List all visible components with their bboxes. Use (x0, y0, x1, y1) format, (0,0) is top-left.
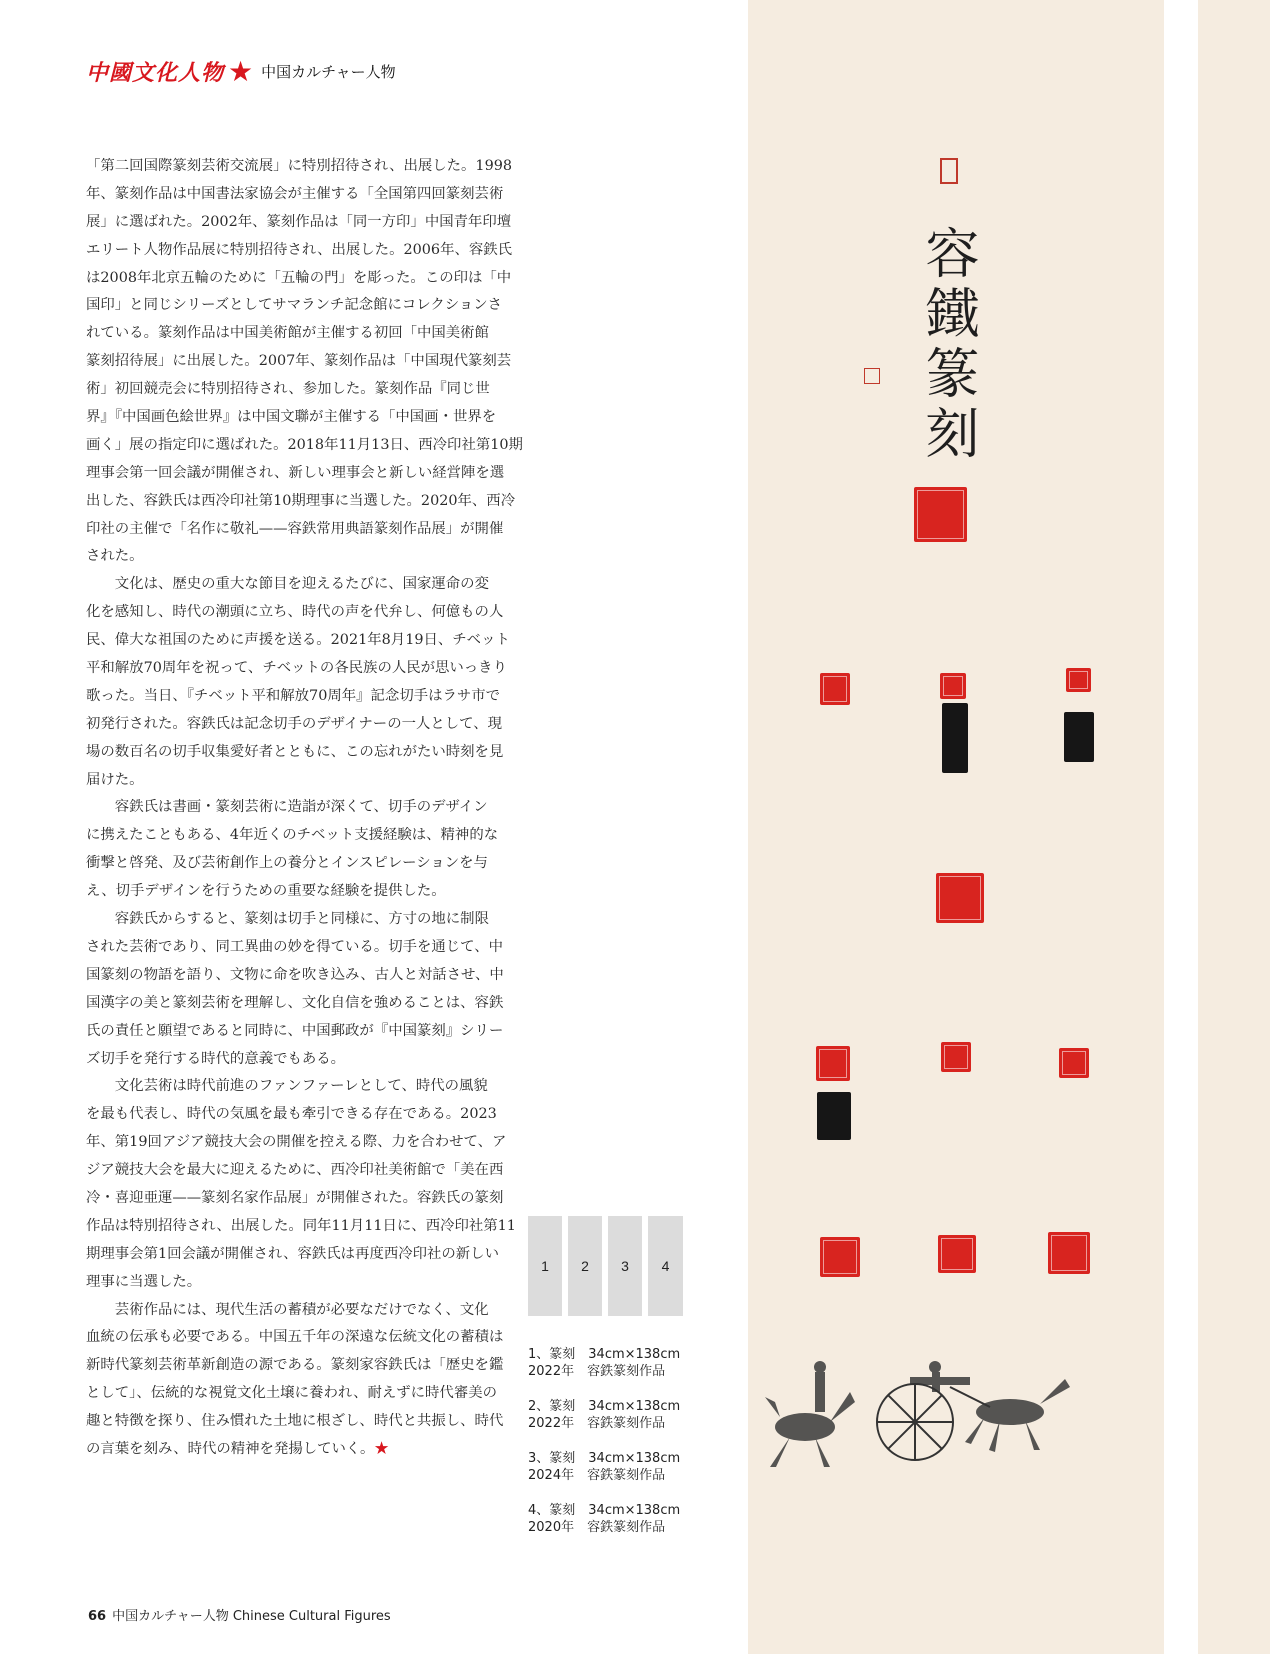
seal-side-inscription (1064, 712, 1094, 762)
text-line (86, 320, 489, 348)
text-line (86, 683, 501, 711)
text-line (86, 376, 490, 404)
text-line-content: ジア競技大会を最大に迎えるために、西冷印社美術館で「美在西 (86, 1162, 504, 1179)
seal-stamp (820, 673, 850, 705)
text-line (86, 962, 504, 990)
figure-index (528, 1216, 683, 1316)
text-line (86, 1297, 489, 1325)
text-line (86, 990, 504, 1018)
calligraphy-seal (940, 158, 958, 184)
star-icon: ★ (228, 54, 254, 88)
text-line (86, 292, 503, 320)
text-line (86, 1157, 504, 1185)
text-line-content: された。 (86, 548, 144, 565)
text-line (86, 516, 504, 544)
artwork-panel (748, 0, 1164, 1654)
seal-side-inscription (817, 1092, 851, 1140)
text-line-content: 文化芸術は時代前進のファンファーレとして、時代の風貌 (114, 1078, 488, 1095)
text-line (86, 404, 497, 432)
figure-thumb: 3 (608, 1216, 642, 1316)
text-line (86, 794, 488, 822)
seal-stamp (936, 873, 984, 923)
text-line-content: 容鉄氏は書画・篆刻芸術に造詣が深くて、切手のデザイン (114, 799, 488, 816)
text-line-content: 新時代篆刻芸術革新創造の源である。篆刻家容鉄氏は「歴史を鑑 (86, 1357, 504, 1374)
text-line (86, 237, 513, 265)
text-line-content: に携えたこともある、4年近くのチベット支援経験は、精神的な (86, 827, 499, 844)
text-line-content: 初発行された。容鉄氏は記念切手のデザイナーの一人として、現 (86, 715, 503, 732)
text-line-content: 血統の伝承も必要である。中国五千年の深遠な伝統文化の蓄積は (86, 1329, 504, 1346)
text-line-content: 篆刻招待展」に出展した。2007年、篆刻作品は「中国現代篆刻芸 (86, 353, 512, 370)
text-line (86, 850, 488, 878)
text-line (86, 1324, 504, 1352)
text-line-content: 術」初回競売会に特別招待され、参加した。篆刻作品『同じ世 (86, 381, 490, 398)
text-line (86, 1269, 469, 1297)
seal-stamp (938, 1235, 976, 1273)
text-line (86, 265, 512, 293)
text-line (86, 460, 505, 488)
figure-thumb: 1 (528, 1216, 562, 1316)
text-line (86, 767, 469, 795)
figure-thumb: 2 (568, 1216, 602, 1316)
text-line-content: 年、篆刻作品は中国書法家協会が主催する「全国第四回篆刻芸術 (86, 185, 504, 202)
text-line-content: 国漢字の美と篆刻芸術を理解し、文化自信を強めることは、容鉄 (86, 994, 504, 1011)
seal-stamp (816, 1046, 850, 1081)
seal-side-inscription (942, 703, 968, 773)
text-line-content: の言葉を刻み、時代の精神を発揚していく。 (86, 1440, 375, 1457)
calligraphy-seal (864, 368, 880, 384)
text-line (86, 209, 512, 237)
text-line-content: 年、第19回アジア競技大会の開催を控える際、力を合わせて、ア (86, 1134, 507, 1151)
text-line (86, 906, 489, 934)
text-line (86, 488, 516, 516)
end-star-icon: ★ (374, 1440, 389, 1457)
text-line (86, 1241, 499, 1269)
text-line (86, 1185, 504, 1213)
seal-stamp (820, 1237, 860, 1277)
article-body (86, 153, 523, 1464)
text-line-content: 芸術作品には、現代生活の蓄積が必要なだけでなく、文化 (114, 1301, 489, 1318)
text-line-content: された芸術であり、同工異曲の妙を得ている。切手を通じて、中 (86, 938, 504, 955)
text-line-content: 界』『中国画色絵世界』は中国文聯が主催する「中国画・世界を (86, 409, 497, 426)
seal-stamp (1066, 668, 1091, 692)
text-line (86, 1352, 504, 1380)
text-line-content: は2008年北京五輪のために「五輪の門」を彫った。この印は「中 (86, 269, 512, 286)
text-line-content: 容鉄氏からすると、篆刻は切手と同様に、方寸の地に制限 (114, 911, 489, 928)
text-line-content: 理事会第一回会議が開催され、新しい理事会と新しい経営陣を選 (86, 464, 505, 481)
text-line-content: 氏の責任と願望であると同時に、中国郵政が『中国篆刻』シリー (86, 1022, 504, 1039)
text-line-content: 届けた。 (86, 771, 144, 788)
figure-captions (528, 1346, 680, 1554)
text-line (86, 1073, 488, 1101)
calligraphy-artwork: 容鐵篆刻 (917, 225, 980, 465)
text-line-content: ズ切手を発行する時代的意義でもある。 (86, 1050, 346, 1067)
section-header (86, 56, 396, 87)
text-line (86, 1213, 516, 1241)
text-line (86, 655, 507, 683)
text-line (86, 822, 499, 850)
text-line-content: として」、伝統的な視覚文化土壌に養われ、耐えずに時代審美の (86, 1385, 497, 1402)
text-line-content: れている。篆刻作品は中国美術館が主催する初回「中国美術館 (86, 325, 489, 342)
text-line-content: 文化は、歴史の重大な節目を迎えるたびに、国家運命の変 (114, 576, 489, 593)
seal-stamp (1059, 1048, 1089, 1078)
text-line (86, 543, 469, 571)
text-line (86, 571, 489, 599)
seal-stamp (914, 487, 967, 542)
text-line (86, 627, 510, 655)
text-line-content: 国篆刻の物語を語り、文物に命を吹き込み、古人と対話させ、中 (86, 966, 504, 983)
text-line-content: 化を感知し、時代の潮頭に立ち、時代の声を代弁し、何億もの人 (86, 604, 504, 621)
text-line-content: え、切手デザインを行うための重要な経験を提供した。 (86, 883, 446, 900)
text-line-content: 趣と特徴を探り、住み慣れた土地に根ざし、時代と共振し、時代 (86, 1413, 504, 1430)
text-line-content: 「第二回国際篆刻芸術交流展」に特別招待され、出展した。1998 (86, 158, 513, 174)
figure-thumb: 4 (648, 1216, 683, 1316)
seal-stamp (941, 1042, 971, 1072)
text-line (86, 1408, 504, 1436)
brand-logo: 中國文化人物 (86, 60, 225, 86)
text-line (86, 1101, 497, 1129)
seal-stamp (1048, 1232, 1090, 1274)
text-line-content: 画く」展の指定印に選ばれた。2018年11月13日、西冷印社第10期 (86, 436, 523, 453)
text-line (86, 739, 504, 767)
text-line (86, 348, 512, 376)
text-line-content: 理事に当選した。 (86, 1273, 202, 1290)
text-line (86, 1046, 469, 1074)
text-line-content: 期理事会第1回会議が開催され、容鉄氏は再度西冷印社の新しい (86, 1245, 499, 1262)
text-line-content: 印社の主催で「名作に敬礼——容鉄常用典語篆刻作品展」が開催 (86, 520, 504, 537)
seal-stamp (940, 673, 966, 699)
text-line-content: エリート人物作品展に特別招待され、出展した。2006年、容鉄氏 (86, 241, 513, 258)
figure-caption: 3、篆刻 34cm×138cm 2024年 容鉄篆刻作品 (528, 1451, 681, 1483)
text-line (86, 599, 504, 627)
page-number: 66 (88, 1609, 107, 1624)
text-line-content: 民、偉大な祖国のために声援を送る。2021年8月19日、チベット (86, 632, 510, 649)
text-line-content: 平和解放70周年を祝って、チベットの各民族の人民が思いっきり (86, 660, 507, 677)
page-footer (88, 1605, 391, 1624)
text-line (86, 1436, 469, 1464)
next-page-edge (1198, 0, 1270, 1654)
text-line (86, 878, 469, 906)
text-line-content: を最も代表し、時代の気風を最も牽引できる存在である。2023 (86, 1106, 497, 1123)
text-line-content: 出した、容鉄氏は西冷印社第10期理事に当選した。2020年、西冷 (86, 492, 516, 509)
text-line-content: 場の数百名の切手収集愛好者とともに、この忘れがたい時刻を見 (86, 743, 504, 760)
text-line (86, 1380, 497, 1408)
text-line-content: 作品は特別招待され、出展した。同年11月11日に、西冷印社第11 (86, 1217, 516, 1234)
publication-name: 中国カルチャー人物 Chinese Cultural Figures (112, 1609, 391, 1624)
text-line-content: 冷・喜迎亜運——篆刻名家作品展」が開催された。容鉄氏の篆刻 (86, 1189, 504, 1206)
text-line (86, 1018, 504, 1046)
text-line (86, 711, 503, 739)
text-line-content: 展」に選ばれた。2002年、篆刻作品は「同一方印」中国青年印壇 (86, 213, 512, 230)
text-line (86, 432, 523, 460)
text-line (86, 934, 504, 962)
text-line (86, 1129, 507, 1157)
section-title: 中国カルチャー人物 (261, 63, 396, 81)
figure-caption: 4、篆刻 34cm×138cm 2020年 容鉄篆刻作品 (528, 1503, 681, 1535)
text-line-content: 衝撃と啓発、及び芸術創作上の養分とインスピレーションを与 (86, 855, 488, 872)
text-line-content: 歌った。当日、『チベット平和解放70周年』記念切手はラサ市で (86, 687, 501, 704)
horse-carriage-rubbing (760, 1342, 1080, 1477)
text-line (86, 181, 504, 209)
text-line-content: 国印」と同じシリーズとしてサマランチ記念館にコレクションさ (86, 297, 503, 314)
figure-caption: 1、篆刻 34cm×138cm 2022年 容鉄篆刻作品 (528, 1347, 681, 1379)
figure-caption: 2、篆刻 34cm×138cm 2022年 容鉄篆刻作品 (528, 1399, 681, 1431)
text-line (86, 153, 513, 181)
